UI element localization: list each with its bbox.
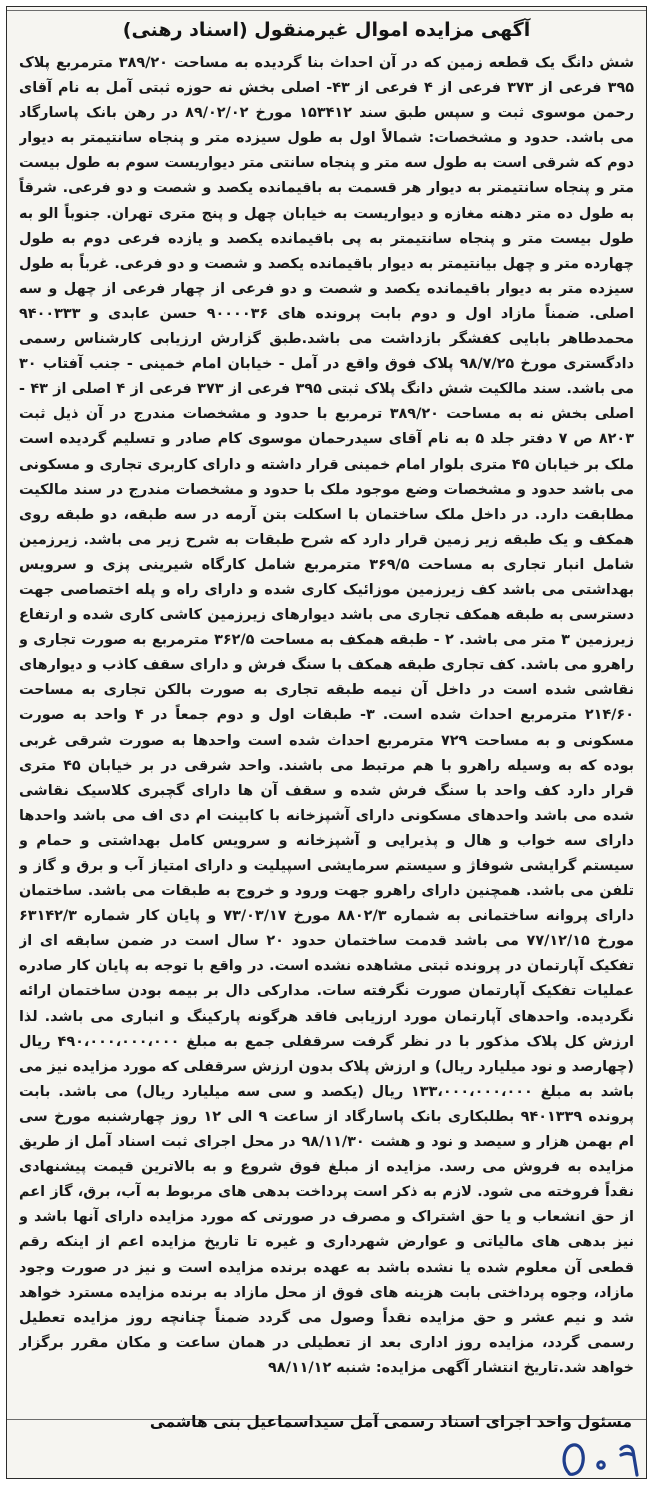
newspaper-clipping — [6, 6, 647, 1479]
handwritten-number-mark — [555, 1435, 643, 1479]
notice-body: شش دانگ یک قطعه زمین که در آن احداث بنا گردیده به مساحت ۳۸۹/۲۰ مترمربع پلاک ۳۹۵ فرعی از ۳۷۳ فرعی از ۴ فرعی از ۴۳- اصلی بخش نه حوزه ثبتی آمل به نام آقای رحمن موسوی ثبت و سپس طبق سند ۱۵۳۴۱۲ مورخ ۸۹/۰۲/۰۲ در رهن بانک پاسارگاد می باشد. حدود و مشخصات: شمالاً اول به طول سیزده متر و پنجاه سانتیمتر به دیوار دوم که شرقی است به طول سه متر و پنجاه سانتی متر دیواریست سوم به طول بیست متر و پنجاه سانتیمتر به دیوار هر قسمت به باقیمانده یکصد و شصت و دو فرعی. شرقاً به طول ده متر دهنه مغازه و دیواریست به خیابان چهل و پنج متری تهران. جنوباً الو به طول بیست متر و پنجاه سانتیمتر به پی باقیمانده یکصد و یازده فرعی دوم به طول چهارده متر و چهل بیانتیمتر به دیوار باقیمانده یکصد و شصت و دو فرعی. غرباً به طول سیزده متر به دیوار باقیمانده یکصد و شصت و دو فرعی از چهار فرعی از چهل و سه اصلی. ضمناً مازاد اول و دوم بابت پرونده های ۹۰۰۰۰۳۶ حسن عابدی و ۹۴۰۰۳۳۳ محمدطاهر بابایی کفشگر بازداشت می باشد.طبق گزارش ارزیابی کارشناس رسمی دادگستری مورخ ۹۸/۷/۲۵ پلاک فوق واقع در آمل - خیابان امام خمینی - جنب آفتاب ۳۰ می باشد. سند مالکیت شش دانگ پلاک ثبتی ۳۹۵ فرعی از ۳۷۳ فرعی از ۴ اصلی از ۴۳ - اصلی بخش نه به مساحت ۳۸۹/۲۰ ترمربع با حدود و مشخصات مندرج در آن ذیل ثبت ۸۲۰۳ ص ۷ دفتر جلد ۵ به نام آقای سیدرحمان موسوی کام صادر و تسلیم گردیده است ملک بر خیابان ۴۵ متری بلوار امام خمینی قرار داشته و دارای کاربری تجاری و مسکونی می باشد حدود و مشخصات وضع موجود ملک با حدود و مشخصات مندرج در سند مالکیت مطابقت دارد. در داخل ملک ساختمان با اسکلت بتن آرمه در سه طبقه، دو طبقه روی همکف و یک طبقه زیر زمین قرار دارد که شرح طبقات به شرح زیر می باشد. زیرزمین شامل انبار تجاری به مساحت ۳۶۹/۵ مترمربع شامل کارگاه شیرینی پزی و سرویس بهداشتی می باشد کف زیرزمین موزائیک کاری شده و دارای راه و پله اختصاصی جهت دسترسی به طبقه همکف تجاری می باشد دیوارهای زیرزمین کاشی کاری شده و ارتفاع زیرزمین ۳ متر می باشد. ۲ - طبقه همکف به مساحت ۳۶۲/۵ مترمربع به صورت تجاری و راهرو می باشد. کف تجاری طبقه همکف با سنگ فرش و دارای سقف کاذب و دیوارهای نقاشی شده است در داخل آن نیمه طبقه تجاری به صورت بالکن تجاری به مساحت ۲۱۴/۶۰ مترمربع احداث شده است. ۳- طبقات اول و دوم جمعاً در ۴ واحد به صورت مسکونی و به مساحت ۷۲۹ مترمربع احداث شده است واحدها به صورت شرقی غربی بوده که به وسیله راهرو با هم مرتبط می باشند. واحد شرقی در بر خیابان ۴۵ متری قرار دارد کف واحد با سنگ فرش شده و سقف آن ها دارای گچبری کلاسیک نقاشی شده می باشد واحدهای مسکونی دارای آشپزخانه با کابینت ام دی اف می باشد واحدها دارای سه خواب و هال و پذیرایی و آشپزخانه و سرویس کامل بهداشتی و حمام و سیستم گرایشی شوفاژ و سیستم سرمایشی اسپیلیت و دارای امتیاز آب و برق و گاز و تلفن می باشد. همچنین دارای راهرو جهت ورود و خروج به طبقات می باشد. ساختمان دارای پروانه ساختمانی به شماره ۸۸۰۲/۳ مورخ ۷۳/۰۳/۱۷ و پایان کار شماره ۶۳۱۴۲/۳ مورخ ۷۷/۱۲/۱۵ می باشد قدمت ساختمان حدود ۲۰ سال است در ضمن سابقه ای از تفکیک آپارتمان در پرونده ثبتی مشاهده نشده است. در واقع با توجه به پایان کار صادره عملیات تفکیک آپارتمان صورت نگرفته سات. مدارکی دال بر بیمه بودن ساختمان ارائه نگردیده. واحدهای آپارتمان مورد ارزیابی فاقد هرگونه پارکینگ و انباری می باشد. لذا ارزش کل پلاک مذکور با در نظر گرفت سرقفلی جمع به مبلغ ۴۹۰،۰۰۰،۰۰۰،۰۰۰ ریال (چهارصد و نود میلیارد ریال) و ارزش پلاک بدون ارزش سرقفلی که مورد مزایده نیز می باشد به مبلغ ۱۳۳،۰۰۰،۰۰۰،۰۰۰ ریال (یکصد و سی سه میلیارد ریال) می باشد. بابت پرونده ۹۴۰۱۳۳۹ بطلبکاری بانک پاسارگاد از ساعت ۹ الی ۱۲ روز چهارشنبه مورخ سی ام بهمن هزار و سیصد و نود و هشت ۹۸/۱۱/۳۰ در محل اجرای ثبت اسناد آمل از طریق مزایده به فروش می رسد. مزایده از مبلغ فوق شروع و به بالاترین قیمت پیشنهادی نقداً فروخته می شود. لازم به ذکر است پرداخت بدهی های مربوط به آب، برق، گاز اعم از حق انشعاب و یا حق اشتراک و مصرف در صورتی که مورد مزایده دارای آنها باشد و نیز بدهی های مالیاتی و عوارض شهرداری و غیره تا تاریخ مزایده اعم از اینکه رقم قطعی آن معلوم شده یا نشده باشد به عهده برنده مزایده است و نیز در صورت وجود مازاد، وجوه پرداختی بابت هزینه های فوق از محل مازاد به برنده مزایده مسترد خواهد شد و نیم عشر و حق مزایده نقداً وصول می گردد ضمناً چنانچه روز مزایده تعطیل رسمی گردد، مزایده روز اداری بعد از تعطیلی در همان ساعت و مکان مقرر برگزار خواهد شد.تاریخ انتشار آگهی مزایده: شنبه ۹۸/۱۱/۱۲ — [19, 55, 634, 1376]
handwritten-number — [555, 1435, 643, 1479]
notice-title: آگهی مزایده اموال غیرمنقول (اسناد رهنی) — [122, 19, 531, 41]
notice-signature: مسئول واحد اجرای اسناد رسمی آمل سیداسماعیل بنی هاشمی — [149, 1413, 632, 1431]
top-rule — [7, 10, 646, 11]
